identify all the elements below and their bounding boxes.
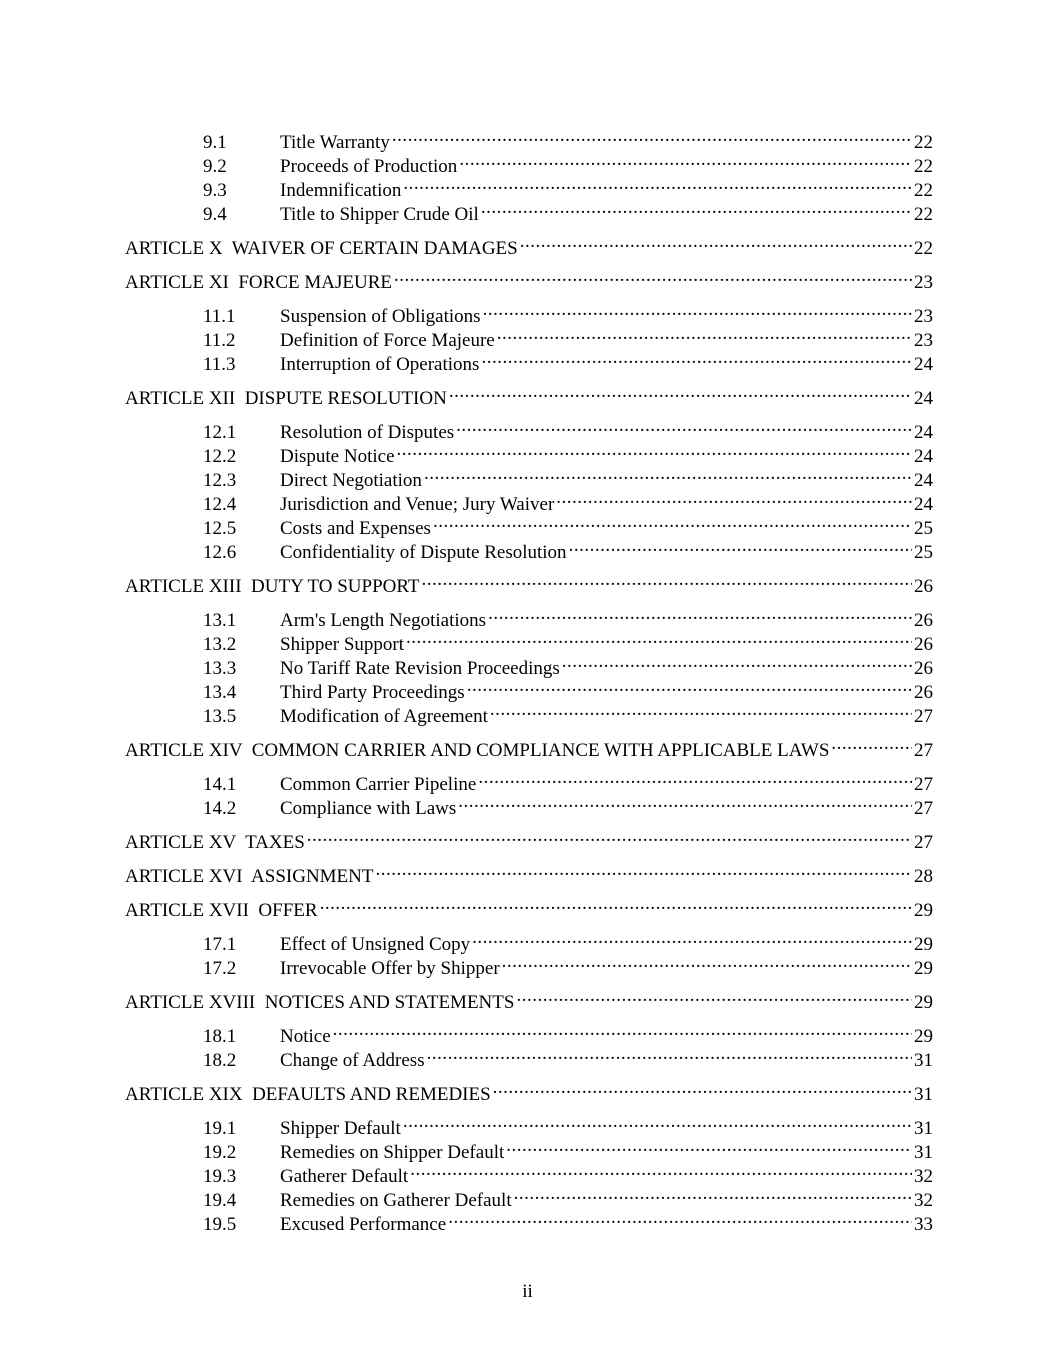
section-title: Proceeds of Production xyxy=(280,156,458,177)
section-number: 13.4 xyxy=(203,682,237,703)
section-number: 19.4 xyxy=(203,1190,237,1211)
section-title: Jurisdiction and Venue; Jury Waiver xyxy=(280,494,555,515)
dot-leader xyxy=(397,438,912,462)
section-number: 11.1 xyxy=(203,306,236,327)
article-title: ARTICLE XII DISPUTE RESOLUTION xyxy=(125,388,447,409)
toc-section-entry[interactable] xyxy=(125,602,933,631)
section-title: Remedies on Shipper Default xyxy=(280,1142,505,1163)
toc-section-entry[interactable] xyxy=(125,414,933,443)
section-title: Modification of Agreement xyxy=(280,706,488,727)
page-reference: 22 xyxy=(914,204,933,225)
page-reference: 27 xyxy=(914,740,933,761)
section-number: 11.3 xyxy=(203,354,236,375)
dot-leader xyxy=(506,1134,912,1158)
dot-leader xyxy=(403,1110,912,1134)
section-title: Dispute Notice xyxy=(280,446,395,467)
dot-leader xyxy=(502,950,912,974)
section-number: 17.2 xyxy=(203,958,237,979)
dot-leader xyxy=(449,380,912,404)
section-number: 12.4 xyxy=(203,494,237,515)
section-number: 14.1 xyxy=(203,774,237,795)
section-title: Costs and Expenses xyxy=(280,518,431,539)
dot-leader xyxy=(459,148,912,172)
toc-article-entry[interactable] xyxy=(125,824,933,853)
dot-leader xyxy=(493,1076,912,1100)
section-number: 19.1 xyxy=(203,1118,237,1139)
section-title: Shipper Default xyxy=(280,1118,401,1139)
section-number: 13.2 xyxy=(203,634,237,655)
page-reference: 31 xyxy=(914,1118,933,1139)
toc-article-entry[interactable] xyxy=(125,264,933,293)
page-reference: 29 xyxy=(914,1026,933,1047)
section-title: Interruption of Operations xyxy=(280,354,480,375)
section-title: Suspension of Obligations xyxy=(280,306,481,327)
dot-leader xyxy=(403,172,912,196)
section-title: Third Party Proceedings xyxy=(280,682,465,703)
section-title: Effect of Unsigned Copy xyxy=(280,934,471,955)
section-title: Change of Address xyxy=(280,1050,425,1071)
toc-section-entry[interactable] xyxy=(125,926,933,955)
page-reference: 22 xyxy=(914,238,933,259)
page-number: ii xyxy=(522,1281,533,1302)
section-title: Direct Negotiation xyxy=(280,470,422,491)
page-reference: 31 xyxy=(914,1142,933,1163)
article-title: ARTICLE XIII DUTY TO SUPPORT xyxy=(125,576,420,597)
article-title: ARTICLE X WAIVER OF CERTAIN DAMAGES xyxy=(125,238,518,259)
dot-leader xyxy=(410,1158,912,1182)
article-title: ARTICLE XV TAXES xyxy=(125,832,305,853)
dot-leader xyxy=(406,626,912,650)
page-reference: 22 xyxy=(914,180,933,201)
section-number: 12.3 xyxy=(203,470,237,491)
article-title: ARTICLE XVII OFFER xyxy=(125,900,318,921)
toc-article-entry[interactable] xyxy=(125,732,933,761)
page-reference: 23 xyxy=(914,272,933,293)
page-reference: 23 xyxy=(914,306,933,327)
table-of-contents xyxy=(125,124,933,1235)
section-title: Title Warranty xyxy=(280,132,390,153)
toc-section-entry[interactable] xyxy=(125,124,933,153)
page-reference: 26 xyxy=(914,610,933,631)
dot-leader xyxy=(481,196,912,220)
section-number: 9.1 xyxy=(203,132,227,153)
dot-leader xyxy=(478,766,912,790)
dot-leader xyxy=(569,534,912,558)
page-reference: 22 xyxy=(914,132,933,153)
section-number: 9.4 xyxy=(203,204,227,225)
page-reference: 32 xyxy=(914,1190,933,1211)
dot-leader xyxy=(481,346,912,370)
page-reference: 24 xyxy=(914,446,933,467)
section-title: Gatherer Default xyxy=(280,1166,409,1187)
page-reference: 24 xyxy=(914,494,933,515)
section-number: 19.5 xyxy=(203,1214,237,1235)
section-title: Remedies on Gatherer Default xyxy=(280,1190,512,1211)
page-reference: 33 xyxy=(914,1214,933,1235)
dot-leader xyxy=(394,264,912,288)
page-reference: 27 xyxy=(914,832,933,853)
toc-article-entry[interactable] xyxy=(125,1076,933,1105)
toc-article-entry[interactable] xyxy=(125,984,933,1013)
section-title: Title to Shipper Crude Oil xyxy=(280,204,479,225)
page-reference: 24 xyxy=(914,470,933,491)
toc-article-entry[interactable] xyxy=(125,892,933,921)
section-title: Compliance with Laws xyxy=(280,798,457,819)
dot-leader xyxy=(456,414,912,438)
section-number: 11.2 xyxy=(203,330,236,351)
section-title: Notice xyxy=(280,1026,331,1047)
page-reference: 29 xyxy=(914,900,933,921)
section-title: Confidentiality of Dispute Resolution xyxy=(280,542,567,563)
dot-leader xyxy=(488,602,912,626)
dot-leader xyxy=(467,674,912,698)
dot-leader xyxy=(424,462,912,486)
article-title: ARTICLE XVIII NOTICES AND STATEMENTS xyxy=(125,992,515,1013)
toc-section-entry[interactable] xyxy=(125,1018,933,1047)
section-number: 13.1 xyxy=(203,610,237,631)
dot-leader xyxy=(520,230,912,254)
toc-article-entry[interactable] xyxy=(125,568,933,597)
page-reference: 29 xyxy=(914,934,933,955)
page-reference: 31 xyxy=(914,1084,933,1105)
page-reference: 31 xyxy=(914,1050,933,1071)
page-reference: 24 xyxy=(914,422,933,443)
section-number: 14.2 xyxy=(203,798,237,819)
section-number: 18.2 xyxy=(203,1050,237,1071)
page-reference: 25 xyxy=(914,542,933,563)
dot-leader xyxy=(831,732,912,756)
toc-section-entry[interactable] xyxy=(125,1110,933,1139)
toc-section-entry[interactable] xyxy=(125,298,933,327)
section-number: 12.2 xyxy=(203,446,237,467)
dot-leader xyxy=(556,486,912,510)
page-reference: 27 xyxy=(914,706,933,727)
page-reference: 26 xyxy=(914,658,933,679)
dot-leader xyxy=(448,1206,912,1230)
section-number: 13.5 xyxy=(203,706,237,727)
page-reference: 24 xyxy=(914,388,933,409)
dot-leader xyxy=(422,568,912,592)
section-number: 9.2 xyxy=(203,156,227,177)
dot-leader xyxy=(490,698,912,722)
dot-leader xyxy=(333,1018,912,1042)
dot-leader xyxy=(514,1182,912,1206)
section-number: 17.1 xyxy=(203,934,237,955)
page-reference: 27 xyxy=(914,798,933,819)
article-title: ARTICLE XIX DEFAULTS AND REMEDIES xyxy=(125,1084,491,1105)
section-number: 19.2 xyxy=(203,1142,237,1163)
dot-leader xyxy=(320,892,912,916)
dot-leader xyxy=(433,510,912,534)
section-number: 12.1 xyxy=(203,422,237,443)
dot-leader xyxy=(483,298,912,322)
article-title: ARTICLE XVI ASSIGNMENT xyxy=(125,866,374,887)
section-title: Indemnification xyxy=(280,180,402,201)
section-title: Definition of Force Majeure xyxy=(280,330,495,351)
dot-leader xyxy=(392,124,912,148)
toc-article-entry[interactable] xyxy=(125,858,933,887)
section-number: 13.3 xyxy=(203,658,237,679)
section-number: 19.3 xyxy=(203,1166,237,1187)
page-reference: 32 xyxy=(914,1166,933,1187)
section-number: 18.1 xyxy=(203,1026,237,1047)
toc-article-entry[interactable] xyxy=(125,380,933,409)
section-title: Excused Performance xyxy=(280,1214,447,1235)
dot-leader xyxy=(516,984,912,1008)
dot-leader xyxy=(497,322,912,346)
page-reference: 27 xyxy=(914,774,933,795)
page-reference: 26 xyxy=(914,634,933,655)
section-number: 12.6 xyxy=(203,542,237,563)
page-reference: 24 xyxy=(914,354,933,375)
page-reference: 26 xyxy=(914,576,933,597)
toc-article-entry[interactable] xyxy=(125,230,933,259)
dot-leader xyxy=(307,824,912,848)
dot-leader xyxy=(427,1042,912,1066)
toc-section-entry[interactable] xyxy=(125,766,933,795)
dot-leader xyxy=(458,790,912,814)
section-title: No Tariff Rate Revision Proceedings xyxy=(280,658,560,679)
section-number: 9.3 xyxy=(203,180,227,201)
dot-leader xyxy=(472,926,912,950)
article-title: ARTICLE XI FORCE MAJEURE xyxy=(125,272,392,293)
page-reference: 22 xyxy=(914,156,933,177)
section-number: 12.5 xyxy=(203,518,237,539)
page-reference: 29 xyxy=(914,992,933,1013)
section-title: Resolution of Disputes xyxy=(280,422,455,443)
page-reference: 25 xyxy=(914,518,933,539)
dot-leader xyxy=(562,650,912,674)
article-title: ARTICLE XIV COMMON CARRIER AND COMPLIANCE WITH APPLICABLE LAWS xyxy=(125,740,830,761)
section-title: Shipper Support xyxy=(280,634,405,655)
section-title: Common Carrier Pipeline xyxy=(280,774,477,795)
section-title: Arm's Length Negotiations xyxy=(280,610,487,631)
section-title: Irrevocable Offer by Shipper xyxy=(280,958,500,979)
page-reference: 29 xyxy=(914,958,933,979)
page-reference: 23 xyxy=(914,330,933,351)
page-reference: 28 xyxy=(914,866,933,887)
page-reference: 26 xyxy=(914,682,933,703)
dot-leader xyxy=(376,858,913,882)
